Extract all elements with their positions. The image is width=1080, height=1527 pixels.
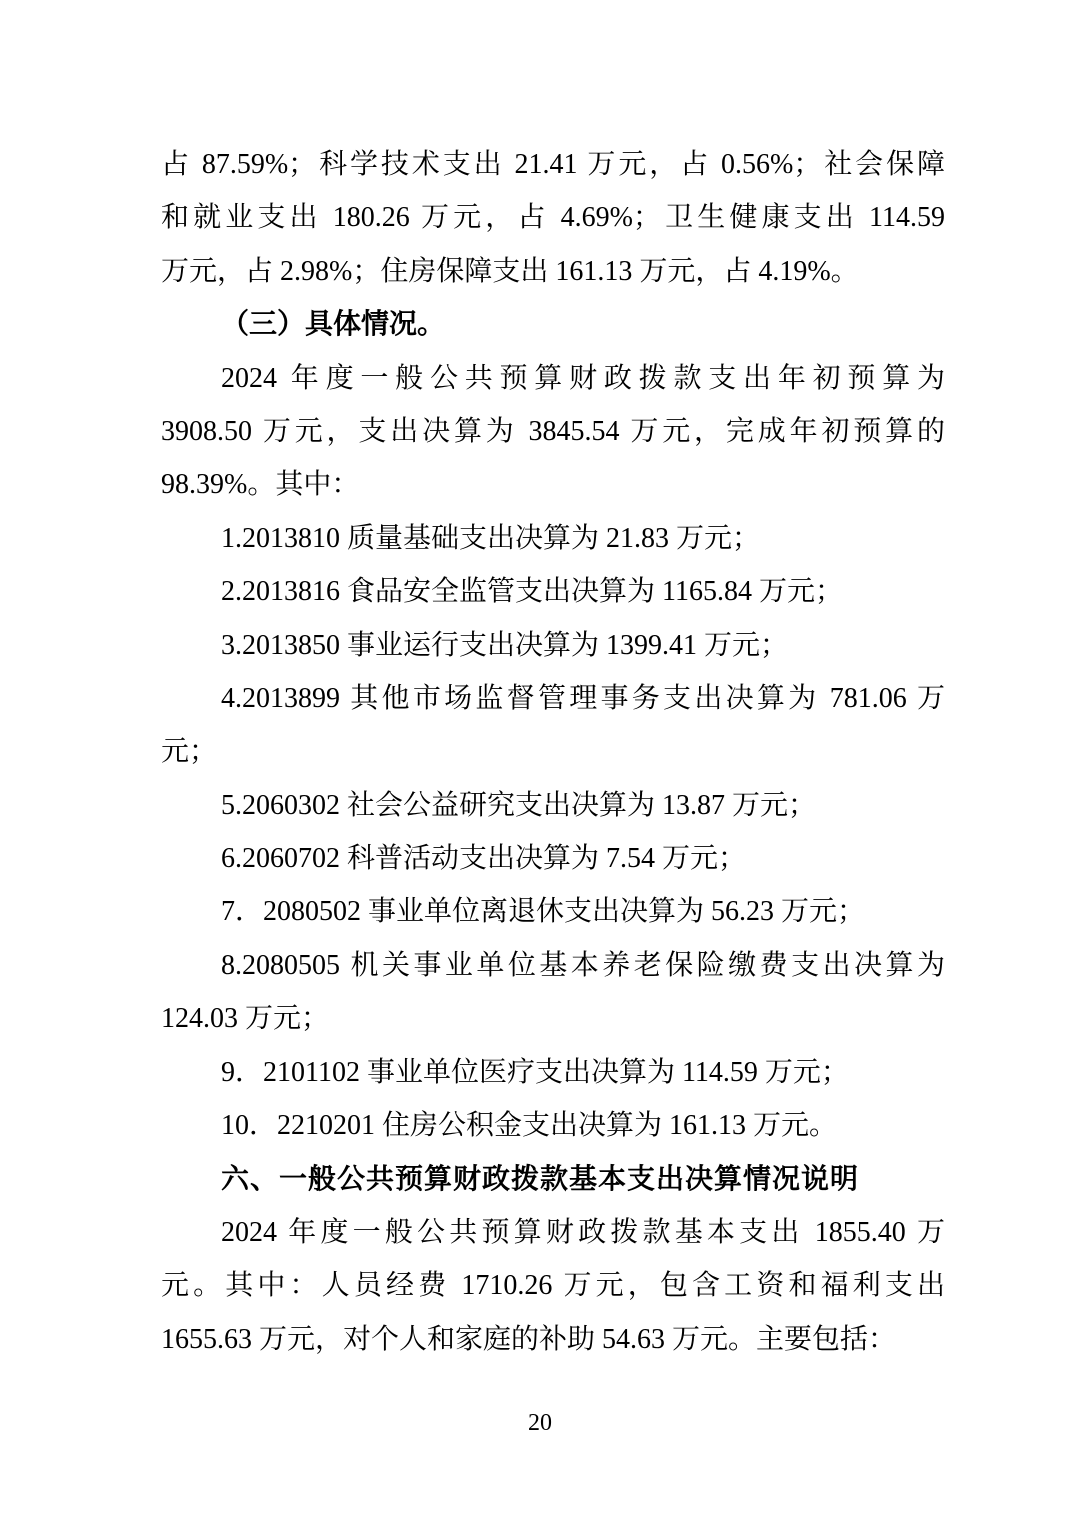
text-line: 元。其中：人员经费 1710.26 万元，包含工资和福利支出 (161, 1270, 945, 1302)
list-item: 2.2013816 食品安全监管支出决算为 1165.84 万元； (221, 576, 843, 608)
text-line: 和就业支出 180.26 万元，占 4.69%；卫生健康支出 114.59 (161, 202, 945, 234)
list-item: 1.2013810 质量基础支出决算为 21.83 万元； (221, 522, 761, 554)
text-line: 1655.63 万元，对个人和家庭的补助 54.63 万元。主要包括： (161, 1323, 897, 1355)
list-item: 10．2210201 住房公积金支出决算为 161.13 万元。 (221, 1110, 838, 1142)
text-line: 2024 年度一般公共预算财政拨款基本支出 1855.40 万 (221, 1216, 945, 1248)
list-item: 6.2060702 科普活动支出决算为 7.54 万元； (221, 843, 747, 875)
text-line: 2024 年度一般公共预算财政拨款支出年初预算为 (221, 362, 945, 394)
body-text (161, 138, 945, 1366)
text-line: 元； (161, 736, 218, 768)
list-item: 9．2101102 事业单位医疗支出决算为 114.59 万元； (221, 1056, 849, 1088)
page-number: 20 (528, 1410, 552, 1436)
text-line: 占 87.59%；科学技术支出 21.41 万元，占 0.56%；社会保障 (161, 149, 945, 180)
list-item: 8.2080505 机关事业单位基本养老保险缴费支出决算为 (221, 949, 945, 981)
list-item: 3.2013850 事业运行支出决算为 1399.41 万元； (221, 629, 789, 661)
section-heading-level2: 六、一般公共预算财政拨款基本支出决算情况说明 (221, 1163, 860, 1195)
text-line: 3908.50 万元，支出决算为 3845.54 万元，完成年初预算的 (161, 415, 945, 447)
list-item: 4.2013899 其他市场监督管理事务支出决算为 781.06 万 (221, 682, 945, 714)
list-item: 7．2080502 事业单位离退休支出决算为 56.23 万元； (221, 896, 866, 928)
list-item: 5.2060302 社会公益研究支出决算为 13.87 万元； (221, 789, 817, 821)
text-line: 98.39%。其中： (161, 469, 360, 501)
text-line: 万元，占 2.98%；住房保障支出 161.13 万元，占 4.19%。 (161, 255, 859, 287)
text-line: 124.03 万元； (161, 1003, 330, 1035)
section-heading-level3: （三）具体情况。 (221, 309, 446, 341)
